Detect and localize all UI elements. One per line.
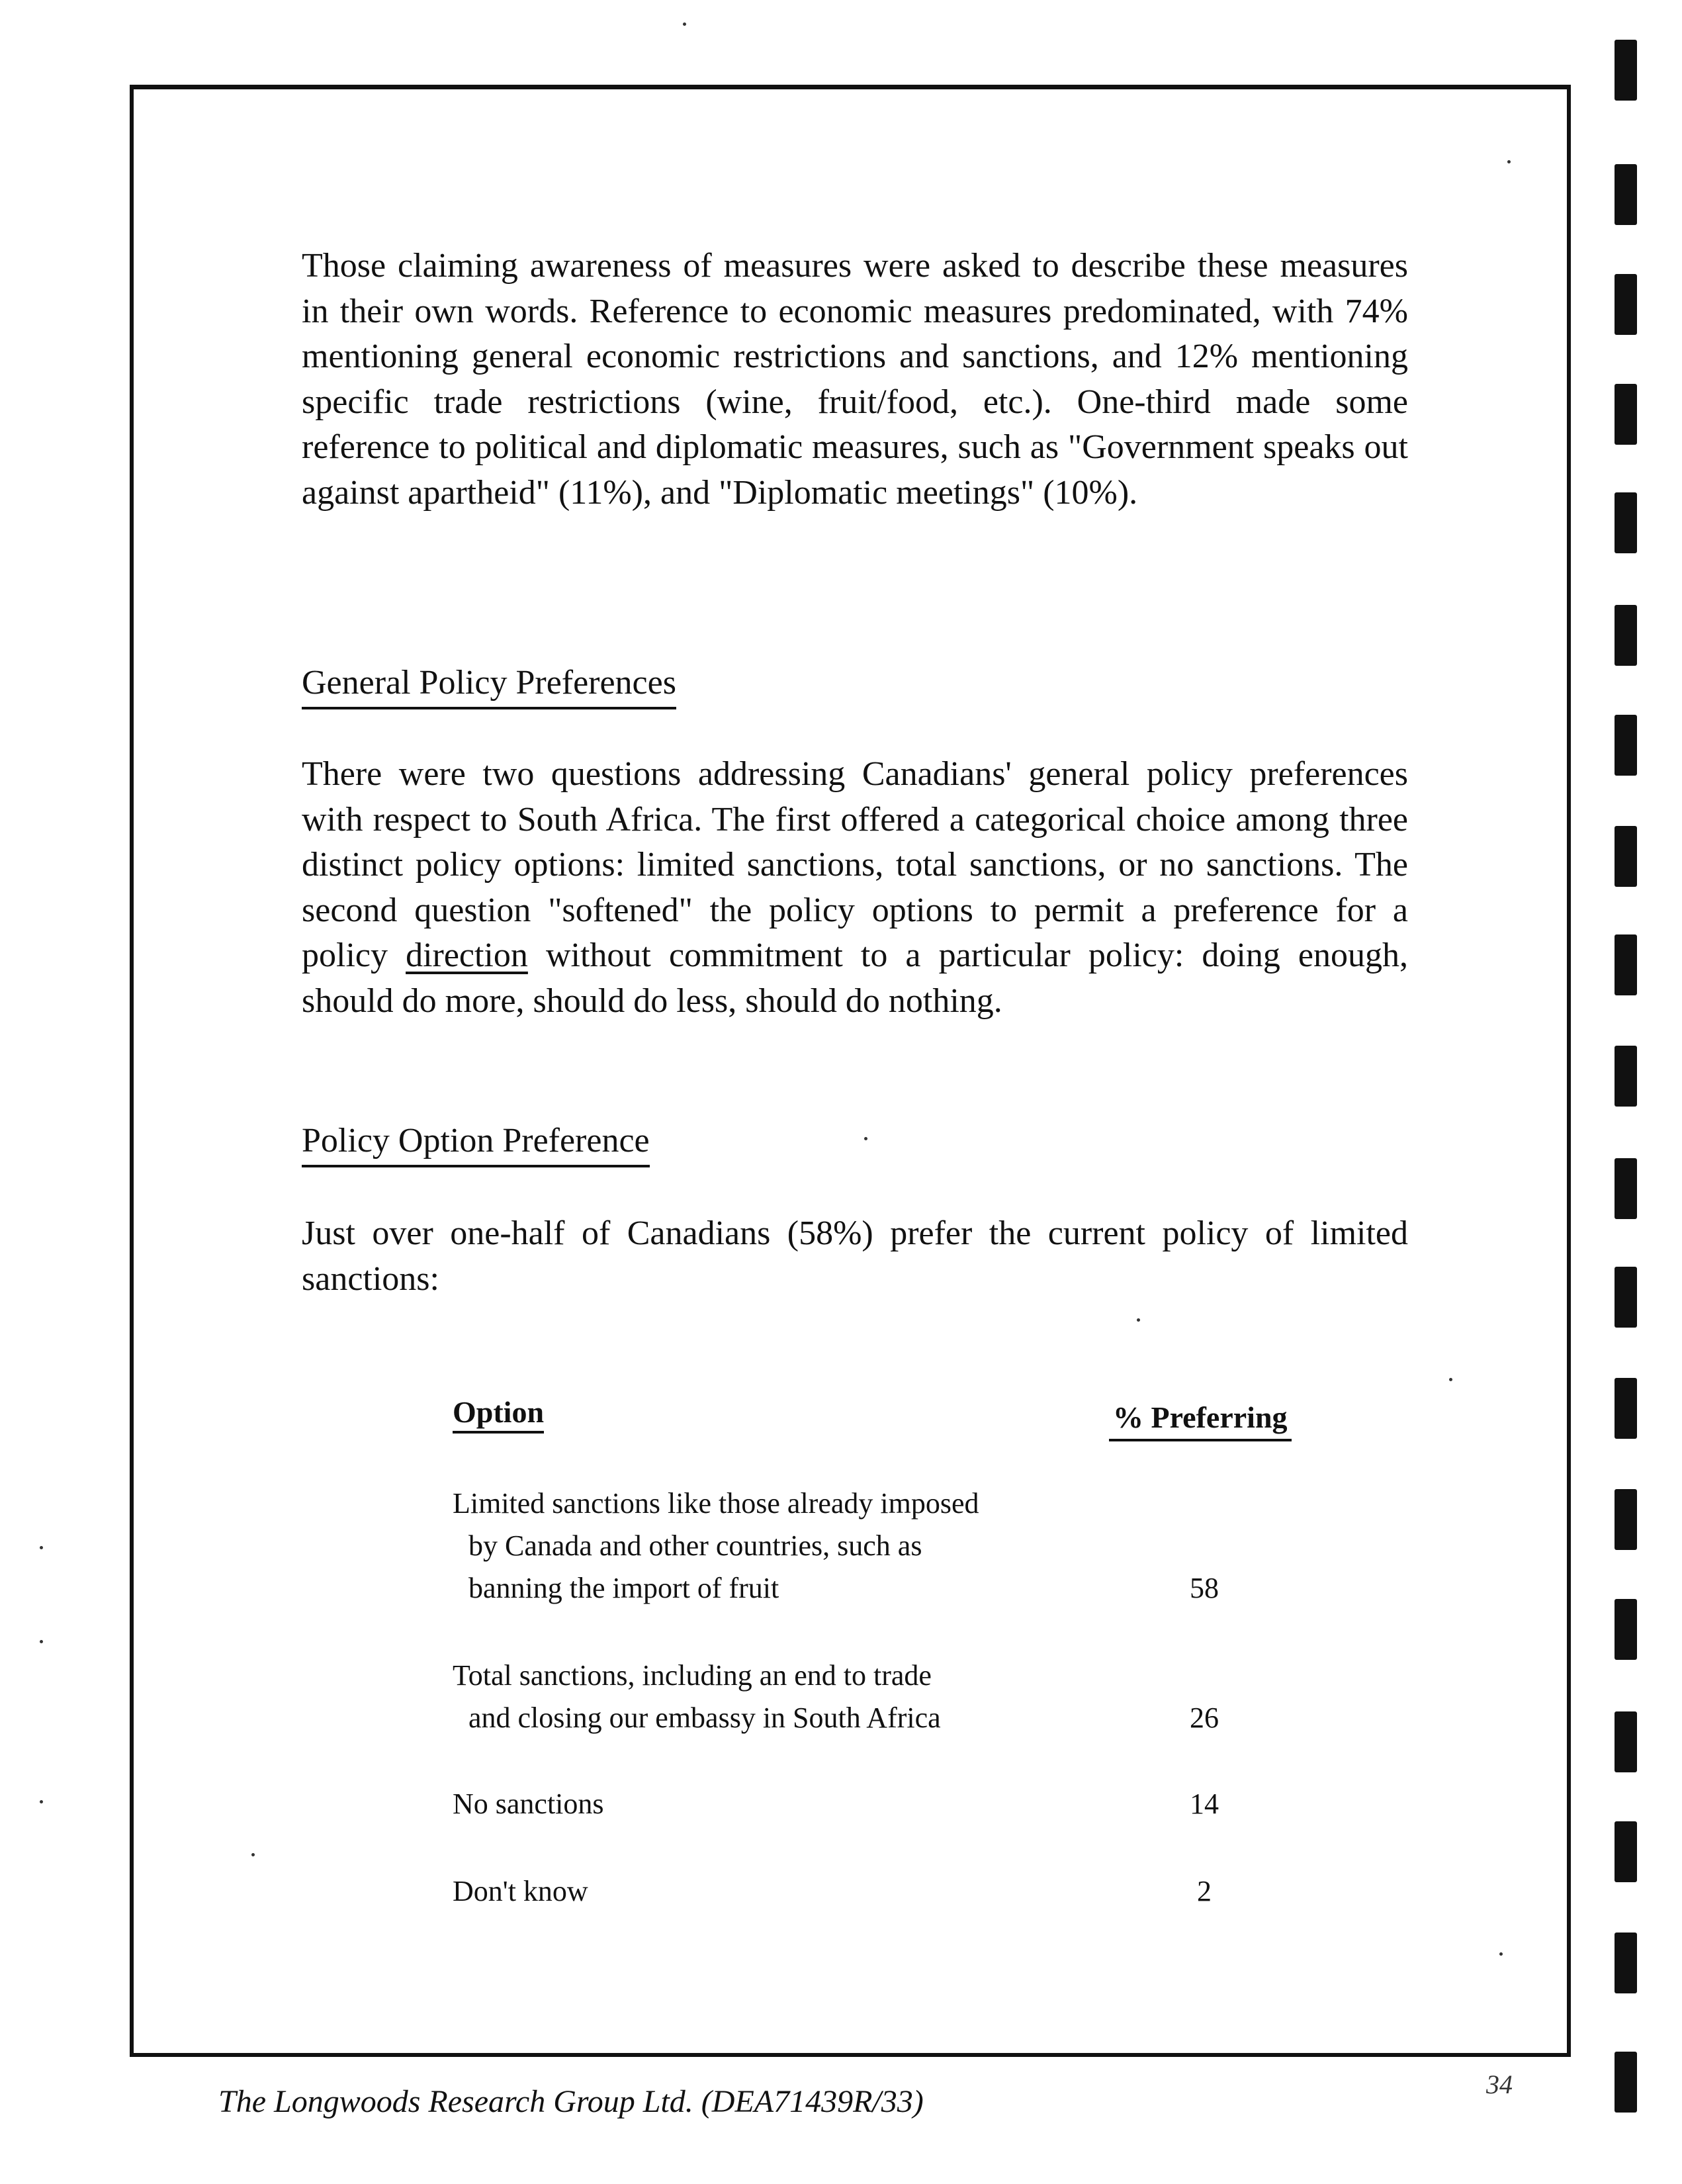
scan-speck xyxy=(1499,1952,1503,1956)
table-cell-text: and closing our embassy in South Africa xyxy=(468,1702,941,1734)
general-policy-underlined-word: direction xyxy=(406,936,528,974)
table-row-option xyxy=(453,1783,1114,1825)
binding-holes xyxy=(1615,40,1638,2171)
table-cell-text: No sanctions xyxy=(453,1788,604,1820)
general-policy-paragraph xyxy=(302,752,1408,1024)
table-header-option: Option xyxy=(453,1394,544,1433)
section-heading-general-policy: General Policy Preferences xyxy=(302,660,676,709)
table-cell-text: Total sanctions, including an end to trade xyxy=(453,1659,932,1692)
scan-speck xyxy=(683,23,686,26)
binding-hole xyxy=(1615,1933,1637,1993)
page-number: 34 xyxy=(1486,2070,1513,2099)
table-row-option xyxy=(453,1870,1114,1913)
footer-text: The Longwoods Research Group Ltd. (DEA71439R/33) xyxy=(218,2084,924,2119)
binding-hole xyxy=(1615,1158,1637,1219)
table-cell-text: banning the import of fruit xyxy=(468,1572,779,1604)
table-cell-text: Don't know xyxy=(453,1875,588,1907)
table-cell-value: 2 xyxy=(1197,1875,1212,1907)
binding-hole xyxy=(1615,492,1637,553)
section-heading-policy-option: Policy Option Preference xyxy=(302,1118,650,1167)
table-header-percent: % Preferring xyxy=(1109,1399,1292,1441)
binding-hole xyxy=(1615,605,1637,666)
table-cell-text: Limited sanctions like those already imposed xyxy=(453,1487,979,1520)
general-policy-text-1: There were two questions addressing Canadians' general policy preferences with respect to South Africa. The first offered a categorical choice among three distinct policy options: limited sanctions, total sanctions, or no sanctions. The second question "softened" the policy options to permit a preference for a policy xyxy=(302,755,1408,974)
table-cell-value: 14 xyxy=(1190,1788,1219,1820)
binding-hole xyxy=(1615,934,1637,995)
scan-speck xyxy=(40,1640,43,1643)
binding-hole xyxy=(1615,40,1637,101)
table-cell-value: 26 xyxy=(1190,1702,1219,1734)
scan-speck xyxy=(864,1137,867,1140)
general-policy-text-2: without commitment to a particular policy: doing enough, should do more, should do less, should do nothing. xyxy=(302,936,1408,1020)
binding-hole xyxy=(1615,1378,1637,1439)
binding-hole xyxy=(1615,1489,1637,1550)
table-cell-text: by Canada and other countries, such as xyxy=(468,1529,922,1562)
binding-hole xyxy=(1615,384,1637,445)
binding-hole xyxy=(1615,274,1637,335)
binding-hole xyxy=(1615,1599,1637,1660)
binding-hole xyxy=(1615,715,1637,776)
binding-hole xyxy=(1615,2052,1637,2113)
table-row-option xyxy=(453,1482,1114,1610)
table-cell-value: 58 xyxy=(1190,1572,1219,1604)
scan-speck xyxy=(40,1800,43,1803)
scan-speck xyxy=(1507,160,1511,163)
scan-speck xyxy=(1137,1318,1140,1322)
binding-hole xyxy=(1615,1821,1637,1882)
binding-hole xyxy=(1615,164,1637,225)
binding-hole xyxy=(1615,1267,1637,1328)
scan-speck xyxy=(40,1546,43,1549)
scan-speck xyxy=(251,1853,255,1856)
binding-hole xyxy=(1615,1046,1637,1107)
binding-hole xyxy=(1615,1711,1637,1772)
policy-option-paragraph: Just over one-half of Canadians (58%) prefer the current policy of limited sanctions: xyxy=(302,1214,1408,1298)
intro-paragraph: Those claiming awareness of measures were asked to describe these measures in their own words. Reference to economic measures predominated, with 74% mentioning general economic restrictions and sanctions, and 12% mentioning specific trade restrictions (wine, fruit/food, etc.). One-third made some reference to political and diplomatic measures, such as "Government speaks out against apartheid" (11%), and "Diplomatic meetings" (10%). xyxy=(302,247,1408,512)
binding-hole xyxy=(1615,826,1637,887)
table-row-option xyxy=(453,1655,1114,1739)
scan-speck xyxy=(1449,1378,1452,1381)
